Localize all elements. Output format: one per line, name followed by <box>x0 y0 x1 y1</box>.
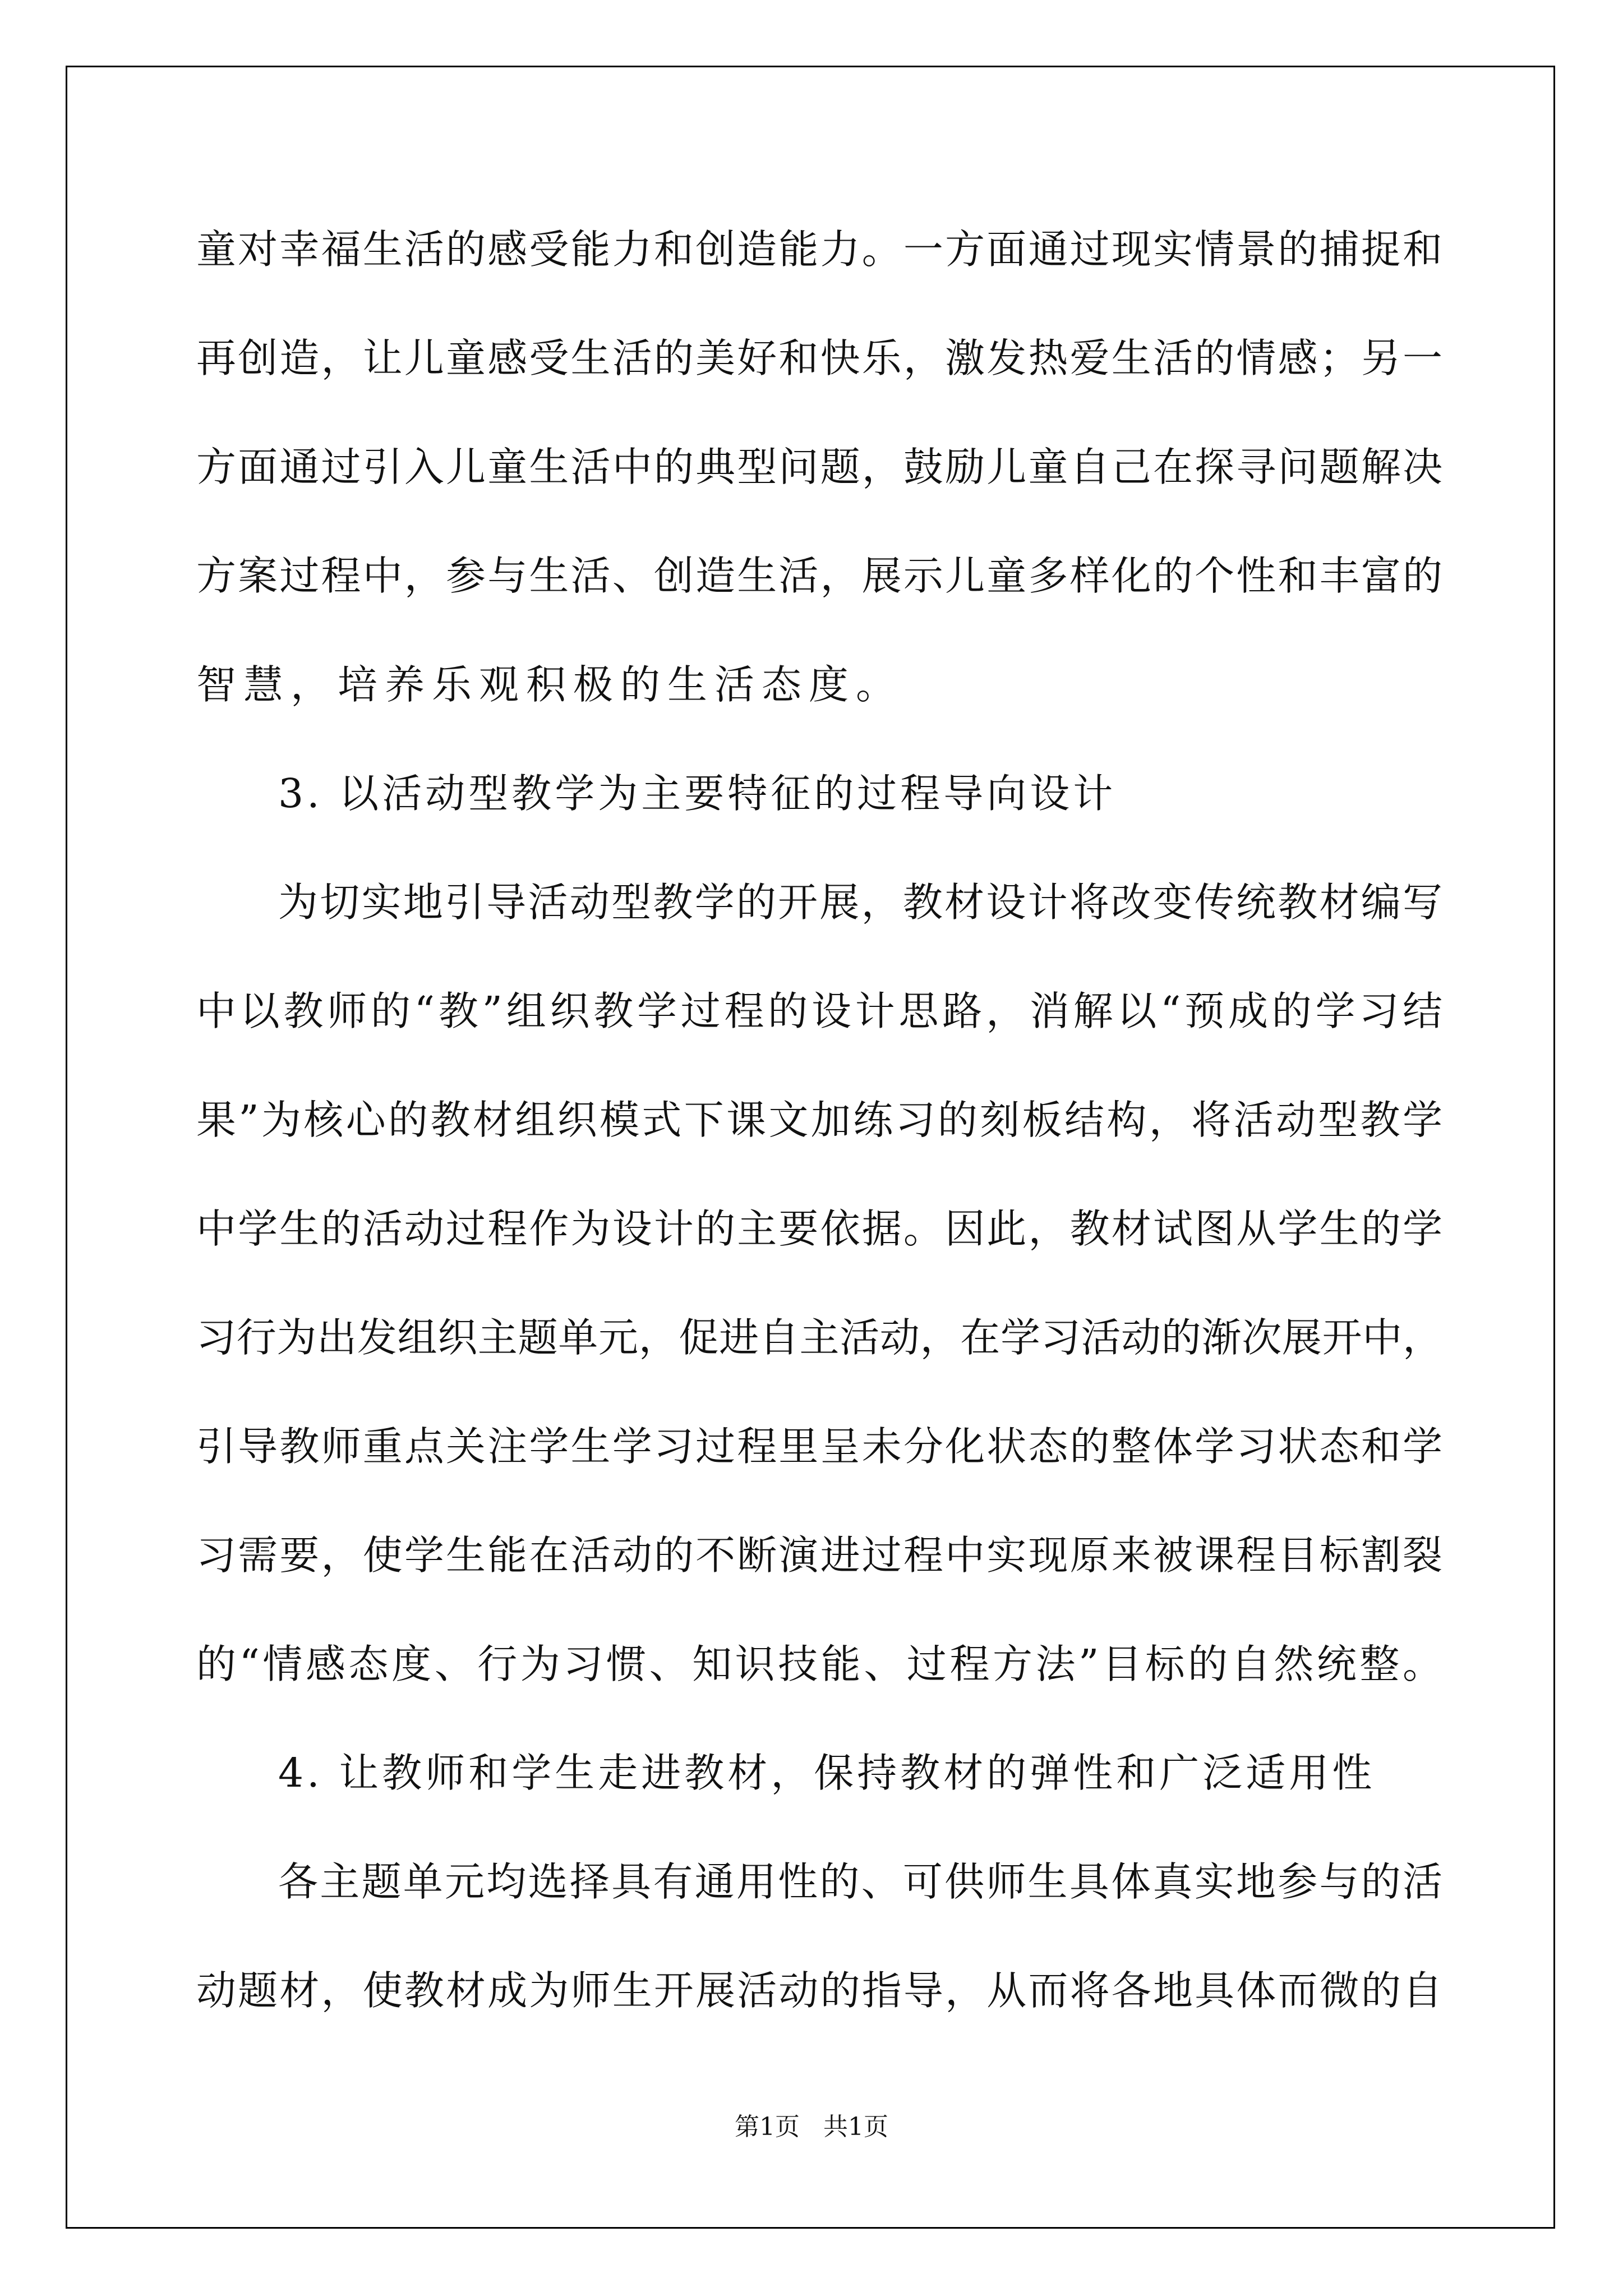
text-line: 中以教师的“教”组织教学过程的设计思路，消解以“预成的学习结 <box>196 988 1442 1034</box>
text-line: 方案过程中，参与生活、创造生活，展示儿童多样化的个性和丰富的 <box>196 553 1442 599</box>
section-heading: 4. 让教师和学生走进教材，保持教材的弹性和广泛适用性 <box>278 1750 1376 1796</box>
text-line: 智慧，培养乐观积极的生活态度。 <box>196 661 903 708</box>
text-line: 童对幸福生活的感受能力和创造能力。一方面通过现实情景的捕捉和 <box>196 226 1442 273</box>
text-line: 再创造，让儿童感受生活的美好和快乐，激发热爱生活的情感；另一 <box>196 335 1442 381</box>
text-line: 引导教师重点关注学生学习过程里呈未分化状态的整体学习状态和学 <box>196 1423 1442 1470</box>
text-line: 习行为出发组织主题单元，促进自主活动，在学习活动的渐次展开中， <box>196 1314 1442 1361</box>
text-line: 习需要，使学生能在活动的不断演进过程中实现原来被课程目标割裂 <box>196 1532 1442 1579</box>
text-line: 中学生的活动过程作为设计的主要依据。因此，教材试图从学生的学 <box>196 1205 1442 1252</box>
text-line: 为切实地引导活动型教学的开展，教材设计将改变传统教材编写 <box>278 879 1442 926</box>
text-line: 方面通过引入儿童生活中的典型问题，鼓励儿童自己在探寻问题解决 <box>196 444 1442 490</box>
page-number-footer: 第1页 共1页 <box>735 2113 888 2141</box>
text-line: 果”为核心的教材组织模式下课文加练习的刻板结构，将活动型教学 <box>196 1097 1442 1143</box>
text-line: 动题材，使教材成为师生开展活动的指导，从而将各地具体而微的自 <box>196 1967 1442 2014</box>
text-line: 各主题单元均选择具有通用性的、可供师生具体真实地参与的活 <box>278 1858 1442 1905</box>
section-heading: 3. 以活动型教学为主要特征的过程导向设计 <box>278 770 1117 817</box>
text-line: 的“情感态度、行为习惯、知识技能、过程方法”目标的自然统整。 <box>196 1641 1442 1687</box>
